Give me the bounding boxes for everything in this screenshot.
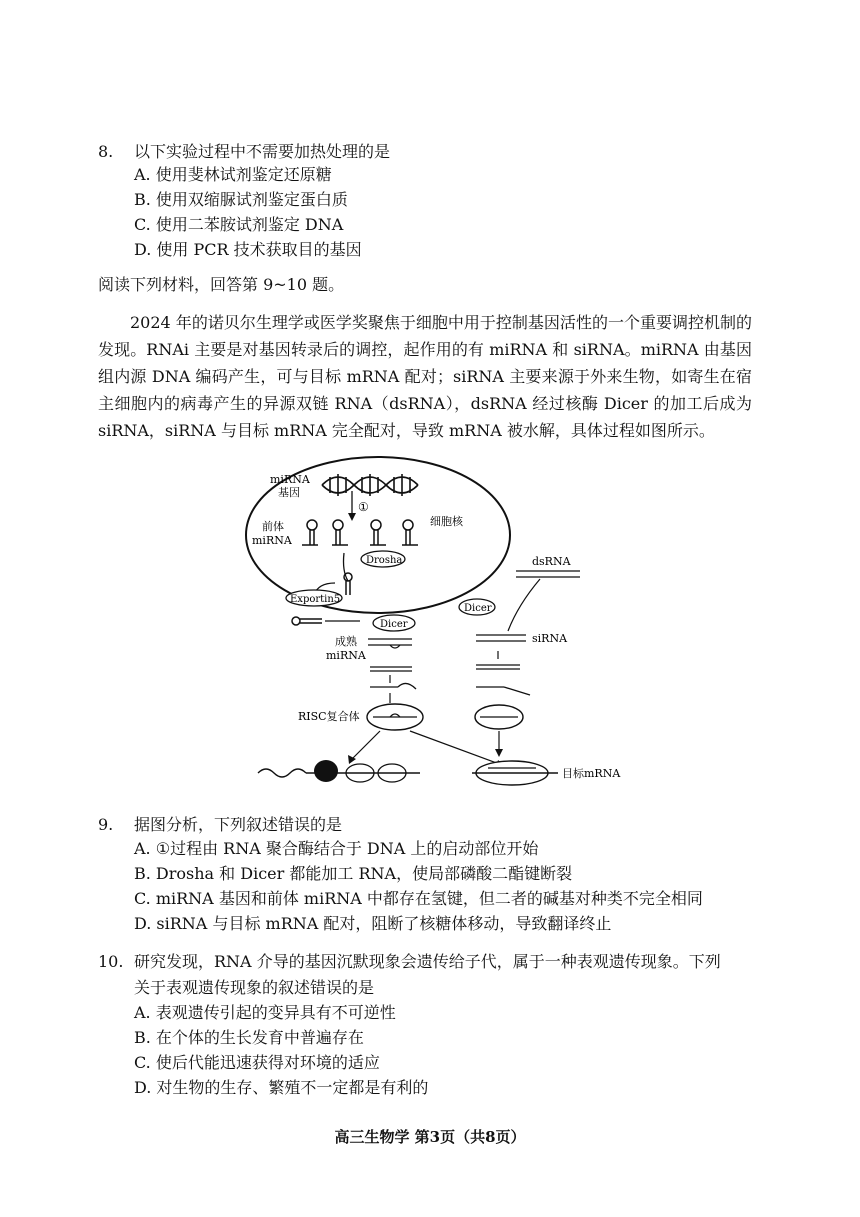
question-stem: 以下实验过程中不需要加热处理的是 xyxy=(134,142,391,161)
option-b: B. Drosha 和 Dicer 都能加工 RNA，使局部磷酸二酯键断裂 xyxy=(134,864,573,883)
pre-mirna-label: 前体 xyxy=(262,520,284,533)
question-number: 8. xyxy=(98,142,114,161)
nucleus-label: 细胞核 xyxy=(430,515,463,528)
option-a: A. 表观遗传引起的变异具有不可逆性 xyxy=(134,1003,396,1022)
dsrna-duplex xyxy=(516,571,580,577)
mature-mirna-duplex xyxy=(368,639,412,648)
rnai-diagram xyxy=(240,455,640,800)
exportin5-label: Exportin5 xyxy=(290,594,341,605)
dsrna-label: dsRNA xyxy=(532,555,571,568)
option-c: C. 使用二苯胺试剂鉴定 DNA xyxy=(134,215,344,234)
material-paragraph xyxy=(98,309,752,444)
option-d: D. siRNA 与目标 mRNA 配对，阻断了核糖体移动，导致翻译终止 xyxy=(134,914,612,933)
mature-mirna-label-2: miRNA xyxy=(326,649,366,662)
risc-arrow-target xyxy=(410,731,502,765)
question-number: 9. xyxy=(98,815,114,834)
sirna-strand-separation xyxy=(476,665,530,695)
option-c: C. 使后代能迅速获得对环境的适应 xyxy=(134,1053,380,1072)
ribosome-icon xyxy=(314,760,338,782)
mirna-strand-separation xyxy=(370,667,416,689)
mirna-gene-label: miRNA xyxy=(270,473,310,486)
dicer-label-left: Dicer xyxy=(380,619,408,630)
dna-helix-icon xyxy=(322,474,418,496)
pre-mirna-hairpins xyxy=(302,520,418,545)
drosha-label: Drosha xyxy=(366,555,403,566)
mrna-tail xyxy=(258,769,306,777)
question-stem-continued: 关于表观遗传现象的叙述错误的是 xyxy=(134,978,375,997)
sirna-label: siRNA xyxy=(532,632,568,645)
step1-label: ① xyxy=(358,500,369,514)
risc-label: RISC复合体 xyxy=(298,710,360,723)
sirna-duplex xyxy=(476,635,526,641)
mature-mirna-label: 成熟 xyxy=(335,635,357,648)
dicer-label-right: Dicer xyxy=(464,603,492,614)
option-b: B. 使用双缩脲试剂鉴定蛋白质 xyxy=(134,190,348,209)
question-stem: 据图分析，下列叙述错误的是 xyxy=(134,815,343,834)
option-a: A. 使用斐林试剂鉴定还原糖 xyxy=(134,165,332,184)
option-a: A. ①过程由 RNA 聚合酶结合于 DNA 上的启动部位开始 xyxy=(134,839,539,858)
material-lead: 阅读下列材料，回答第 9~10 题。 xyxy=(98,275,345,294)
mirna-gene-label-2: 基因 xyxy=(278,486,300,499)
question-number: 10. xyxy=(98,952,124,971)
question-stem: 研究发现，RNA 介导的基因沉默现象会遗传给子代，属于一种表观遗传现象。下列 xyxy=(134,952,721,971)
option-c: C. miRNA 基因和前体 miRNA 中都存在氢键，但二者的碱基对种类不完全相同 xyxy=(134,889,703,908)
page-footer: 高三生物学 第3页（共8页） xyxy=(334,1128,526,1146)
pre-mirna-label-2: miRNA xyxy=(252,534,292,547)
target-mrna-label: 目标mRNA xyxy=(562,767,621,780)
dsrna-arrow xyxy=(508,579,540,631)
risc-arrow-translation xyxy=(352,731,380,759)
option-d: D. 使用 PCR 技术获取目的基因 xyxy=(134,240,362,259)
option-d: D. 对生物的生存、繁殖不一定都是有利的 xyxy=(134,1078,429,1097)
exported-hairpin xyxy=(292,617,322,625)
material-text: 2024 年的诺贝尔生理学或医学奖聚焦于细胞中用于控制基因活性的一个重要调控机制的发现。RNAi 主要是对基因转录后的调控，起作用的有 miRNA 和 siRNA。miRNA 由基因组内源 DNA 编码产生，可与目标 mRNA 配对；siRNA 主要来源于外来生物，如寄生在宿主细胞内的病毒产生的异源双链 RNA（dsRNA），dsRNA 经过核酶 Dicer 的加工后成为 siRNA，siRNA 与目标 mRNA 完全配对，导致 mRNA 被水解，具体过程如图所示。 xyxy=(98,313,752,440)
step1-arrowhead xyxy=(348,513,356,521)
option-b: B. 在个体的生长发育中普遍存在 xyxy=(134,1028,364,1047)
